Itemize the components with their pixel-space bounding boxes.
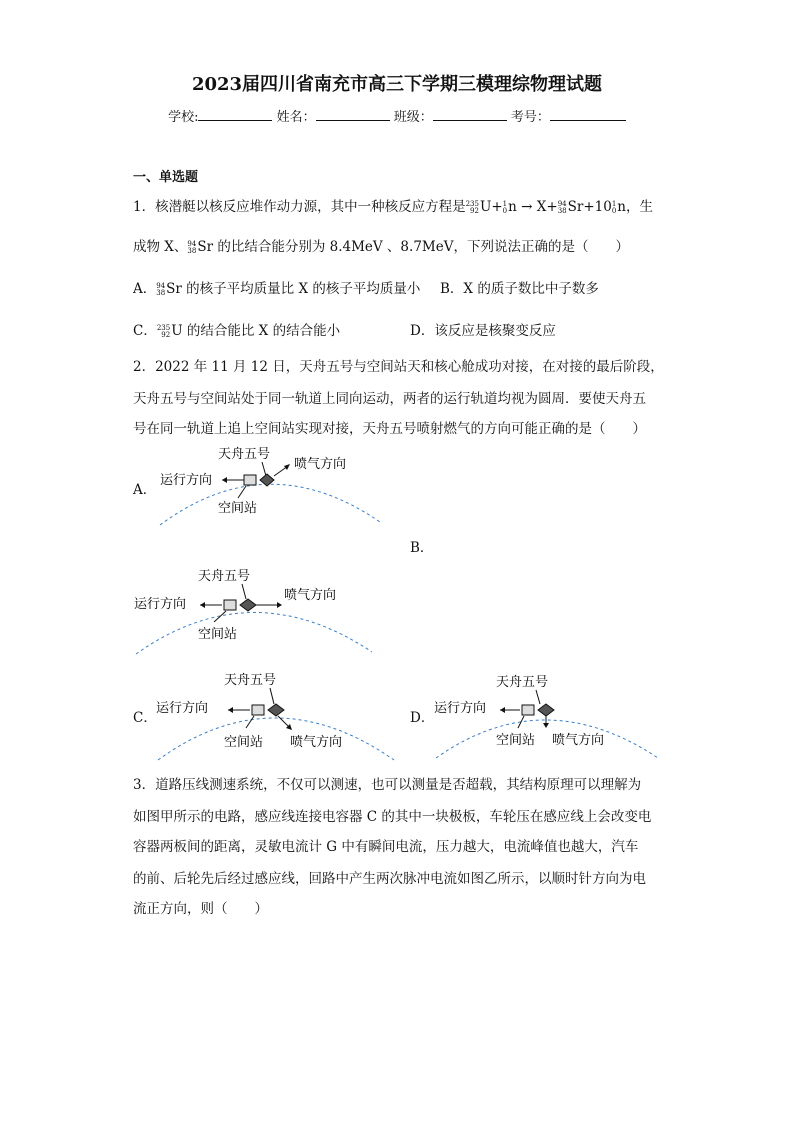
q1-stem-line2: 成物 X、 94 38 Sr 的比结合能分别为 8.4MeV 、8.7MeV，下列说法正确的是（ ） xyxy=(133,239,629,255)
q2-stem-line2: 天舟五号与空间站处于同一轨道上同向运动，两者的运行轨道均视为圆周．要使天舟五 xyxy=(133,391,646,407)
station-icon xyxy=(522,705,534,715)
exhaust-arrow-icon xyxy=(277,602,282,608)
name-blank[interactable] xyxy=(316,106,390,121)
station-icon xyxy=(244,475,256,485)
exhaust-label: 喷气方向 xyxy=(294,457,347,472)
station-icon xyxy=(224,600,236,610)
tianzhou-icon xyxy=(268,704,284,716)
q1-option-d[interactable]: D．该反应是核聚变反应 xyxy=(410,323,556,339)
exhaust-arrow-icon xyxy=(284,464,290,470)
q3-stem-line3: 容器两板间的距离，灵敏电流计 G 中有瞬间电流，压力越大，电流峰值也越大，汽车 xyxy=(133,839,639,855)
station-icon xyxy=(252,705,264,715)
q2-option-a-label[interactable]: A． xyxy=(133,482,157,498)
q1-stem-text: 核潜艇以核反应堆作动力源，其中一种核反应方程是 xyxy=(155,199,466,215)
class-blank[interactable] xyxy=(433,106,507,121)
direction-label: 运行方向 xyxy=(134,597,187,612)
q2-option-b-label[interactable]: B． xyxy=(410,540,434,556)
q1-option-c[interactable]: C． 235 92 U 的结合能比 X 的结合能小 xyxy=(133,323,341,339)
exhaust-label: 喷气方向 xyxy=(284,588,337,603)
q1-number: 1． xyxy=(133,199,156,215)
exam-no-blank[interactable] xyxy=(550,106,626,121)
exam-no-label: 考号： xyxy=(510,110,550,125)
station-label: 空间站 xyxy=(224,735,264,750)
page-title: 2023届四川省南充市高三下学期三模理综物理试题 xyxy=(191,74,603,95)
q3-stem-line2: 如图甲所示的电路，感应线连接电容器 C 的其中一块极板，车轮压在感应线上会改变电 xyxy=(133,809,652,825)
direction-label: 运行方向 xyxy=(160,473,213,488)
tianzhou-icon xyxy=(538,704,554,716)
direction-label: 运行方向 xyxy=(434,701,487,716)
section-heading: 一、单选题 xyxy=(133,170,199,185)
orbit-arc xyxy=(136,612,372,654)
q2-stem-line1: 2．2022 年 11 月 12 日，天舟五号与空间站天和核心舱成功对接，在对接的最后阶段， xyxy=(133,359,664,375)
tianzhou-label: 天舟五号 xyxy=(224,673,277,688)
arrow-left-icon xyxy=(200,602,205,608)
school-blank[interactable] xyxy=(198,106,272,121)
u235-nuclide: 235 92 xyxy=(465,199,479,215)
q3-stem-line5: 流正方向，则（ ） xyxy=(133,901,268,917)
q2-figure-d xyxy=(432,668,662,764)
orbit-arc xyxy=(160,484,380,525)
tianzhou-label: 天舟五号 xyxy=(198,569,251,584)
q3-stem-line1: 3．道路压线测速系统，不仅可以测速，也可以测量是否超载，其结构原理可以理解为 xyxy=(133,777,642,793)
arrow-left-icon xyxy=(222,477,227,483)
student-info-row xyxy=(0,106,794,125)
q1-stem-line1: 1．核潜艇以核反应堆作动力源，其中一种核反应方程是 235 92 U+ 1 0 n → X+ 94 38 Sr+10 1 0 n，生 xyxy=(133,199,653,215)
arrow-left-icon xyxy=(228,707,233,713)
name-label: 姓名： xyxy=(276,110,316,125)
tianzhou-label: 天舟五号 xyxy=(218,447,271,462)
neutron-nuclide-2: 1 0 xyxy=(611,199,617,215)
station-label: 空间站 xyxy=(496,733,536,748)
q1-option-b[interactable]: B．X 的质子数比中子数多 xyxy=(440,281,599,297)
school-label: 学校: xyxy=(168,110,199,125)
arrow-left-icon xyxy=(500,707,505,713)
station-label: 空间站 xyxy=(198,627,238,642)
direction-label: 运行方向 xyxy=(156,701,209,716)
orbit-arc xyxy=(158,718,394,760)
q2-stem-line3: 号在同一轨道上追上空间站实现对接，天舟五号喷射燃气的方向可能正确的是（ ） xyxy=(133,421,646,437)
neutron-nuclide: 1 0 xyxy=(502,199,508,215)
exhaust-arrow-icon xyxy=(543,723,549,728)
q2-option-c-label[interactable]: C． xyxy=(133,710,157,726)
nuclear-equation: 235 92 U+ 1 0 n → X+ 94 38 Sr+10 1 0 n xyxy=(465,199,626,215)
q2-option-d-label[interactable]: D． xyxy=(410,710,435,726)
q2-figure-c xyxy=(150,668,400,764)
exhaust-label: 喷气方向 xyxy=(290,735,343,750)
class-label: 班级： xyxy=(393,110,433,125)
q1-option-a[interactable]: A． 94 38 Sr 的核子平均质量比 X 的核子平均质量小 xyxy=(133,281,421,297)
q2-figure-b xyxy=(132,562,377,662)
sr94-nuclide-ref: 94 38 xyxy=(187,239,197,255)
q3-stem-line4: 的前、后轮先后经过感应线，回路中产生两次脉冲电流如图乙所示，以顺时针方向为电 xyxy=(133,871,646,887)
exhaust-label: 喷气方向 xyxy=(552,733,605,748)
tianzhou-label: 天舟五号 xyxy=(496,675,549,690)
station-label: 空间站 xyxy=(218,501,258,516)
sr94-nuclide: 94 38 xyxy=(557,199,567,215)
tianzhou-icon xyxy=(240,599,256,611)
q2-figure-a xyxy=(150,440,390,530)
